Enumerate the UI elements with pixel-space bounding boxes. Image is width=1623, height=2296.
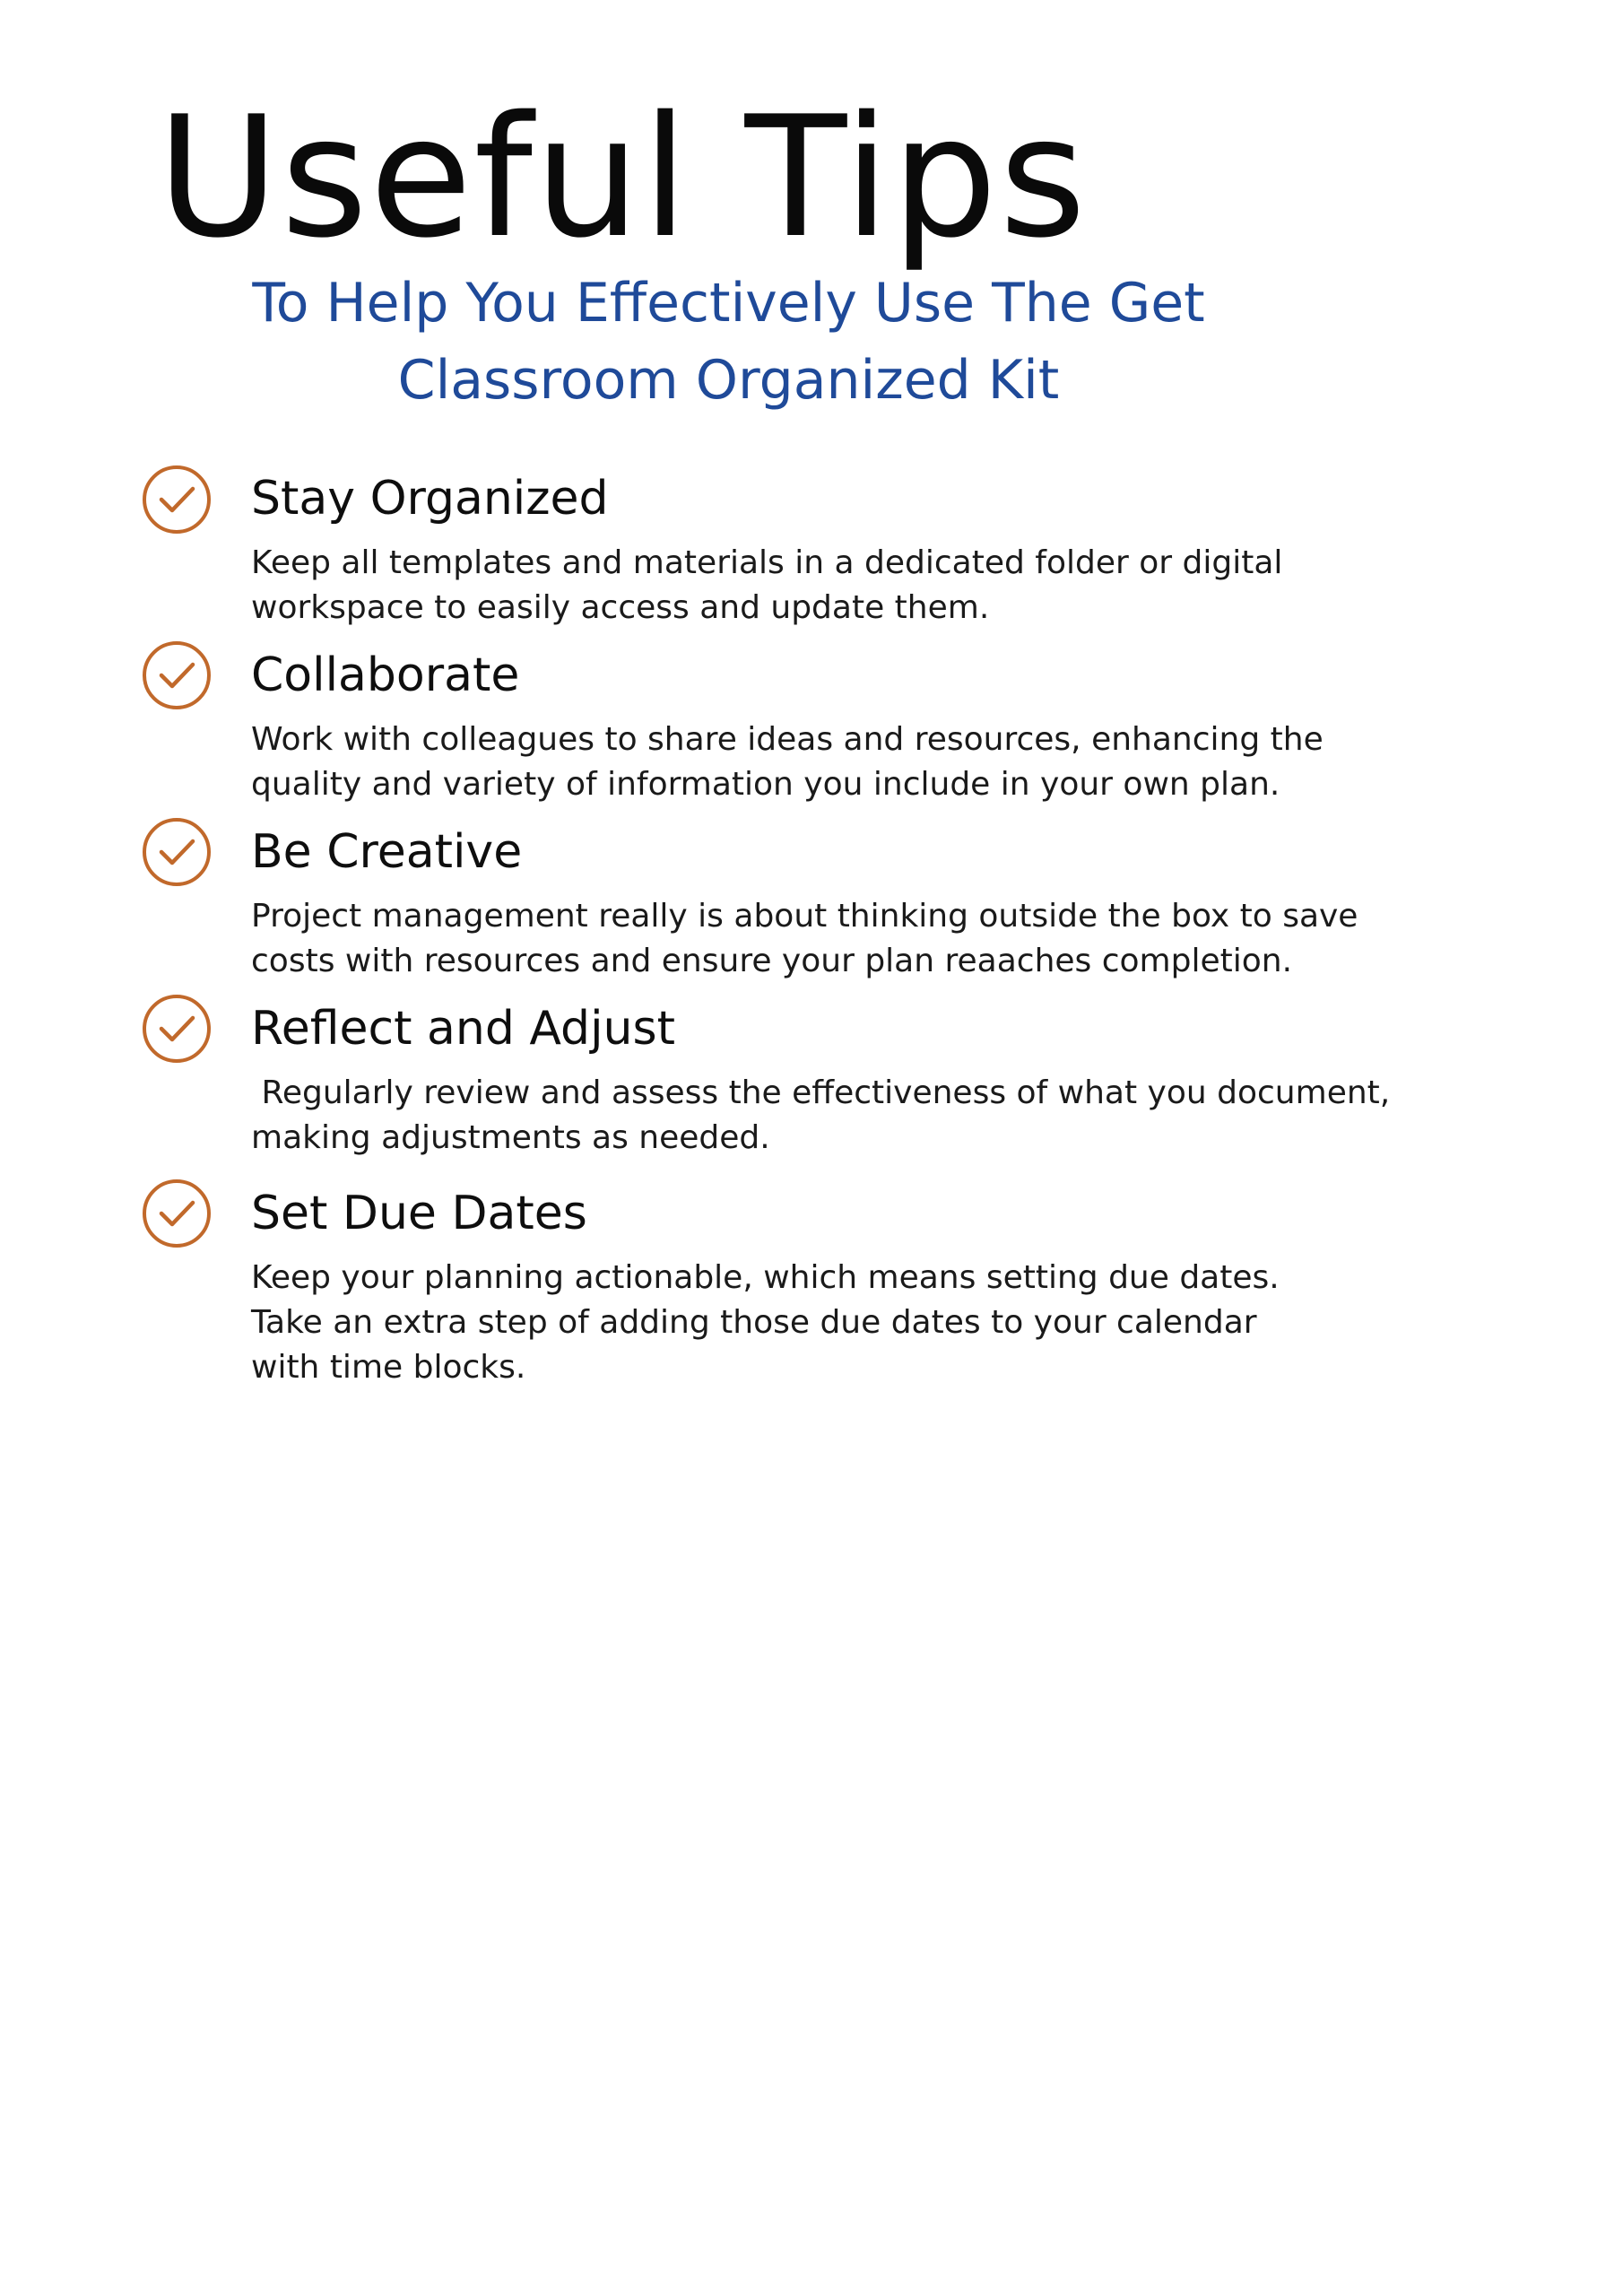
tip-description-line: Project management really is about thinking outside the box to save (251, 898, 1358, 935)
check-circle-icon (142, 465, 212, 535)
subtitle-line: To Help You Effectively Use The Get (252, 272, 1205, 335)
tip-description-line: quality and variety of information you include in your own plan. (251, 766, 1280, 803)
tip-description-line: Keep your planning actionable, which means setting due dates. (251, 1259, 1280, 1296)
page-title: Useful Tips (157, 80, 1089, 274)
tip-description (251, 718, 1324, 807)
check-circle-icon (142, 817, 212, 887)
tip-title: Collaborate (251, 648, 520, 702)
tip-description-line: workspace to easily access and update them. (251, 589, 990, 626)
tip-description-line: costs with resources and ensure your plan reaaches completion. (251, 943, 1293, 979)
tip-description (251, 1256, 1280, 1390)
tip-description-line: Regularly review and assess the effectiveness of what you document, (251, 1074, 1391, 1111)
tip-title: Reflect and Adjust (251, 1002, 675, 1056)
tip-description (251, 894, 1358, 984)
tip-title: Be Creative (251, 825, 523, 879)
tip-description-line: Work with colleagues to share ideas and resources, enhancing the (251, 721, 1324, 758)
tip-description (251, 1071, 1390, 1161)
tip-description-line: with time blocks. (251, 1349, 526, 1386)
tip-title: Set Due Dates (251, 1187, 587, 1240)
tip-description-line: making adjustments as needed. (251, 1119, 770, 1156)
subtitle-line: Classroom Organized Kit (397, 349, 1060, 412)
check-circle-icon (142, 994, 212, 1064)
check-circle-icon (142, 640, 212, 710)
tip-description (251, 541, 1282, 631)
tip-description-line: Keep all templates and materials in a dedicated folder or digital (251, 544, 1283, 581)
tip-description-line: Take an extra step of adding those due dates to your calendar (251, 1304, 1257, 1341)
tip-title: Stay Organized (251, 472, 609, 526)
check-circle-icon (142, 1178, 212, 1248)
